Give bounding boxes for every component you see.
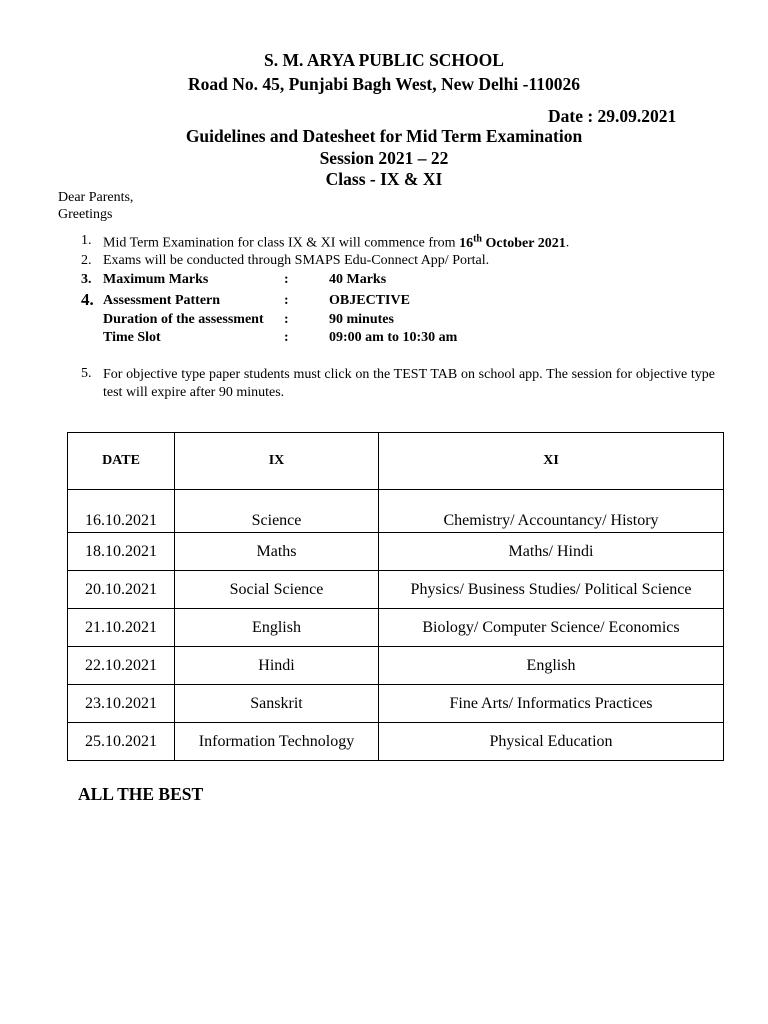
time-slot-colon: :	[284, 330, 289, 345]
table-row	[68, 490, 724, 533]
row-ix-subject: Maths	[175, 533, 379, 571]
point-4-value: OBJECTIVE	[329, 293, 410, 308]
point-1-text-after: .	[565, 235, 570, 251]
table-row	[68, 685, 724, 723]
point-3-label: Maximum Marks	[103, 272, 209, 287]
row-ix-subject: Science	[175, 490, 379, 533]
point-4-label: Assessment Pattern	[103, 293, 221, 308]
row-ix-subject: Sanskrit	[175, 685, 379, 723]
row-xi-subject: Maths/ Hindi	[379, 533, 724, 571]
row-xi-subject: English	[379, 647, 724, 685]
duration-label: Duration of the assessment	[103, 312, 264, 327]
point-2-text: Exams will be conducted through SMAPS Edu-Connect App/ Portal.	[103, 253, 490, 268]
point-1-date-day: 16	[459, 235, 474, 251]
row-xi-subject: Fine Arts/ Informatics Practices	[379, 685, 724, 723]
table-row	[68, 609, 724, 647]
time-slot-value: 09:00 am to 10:30 am	[329, 330, 458, 345]
row-date: 22.10.2021	[68, 647, 175, 685]
table-row	[68, 571, 724, 609]
school-address: Road No. 45, Punjabi Bagh West, New Delhi -110026	[187, 74, 580, 94]
point-1-text-before: Mid Term Examination for class IX & XI will commence from	[103, 235, 460, 251]
table-header-row	[68, 433, 724, 490]
point-4-number: 4.	[81, 290, 94, 309]
duration-colon: :	[284, 312, 289, 327]
point-1-text	[103, 233, 569, 252]
time-slot-label: Time Slot	[103, 330, 161, 345]
point-4-colon: :	[284, 293, 289, 308]
point-5-number: 5.	[81, 366, 92, 381]
table-row	[68, 647, 724, 685]
closing-message: ALL THE BEST	[78, 784, 204, 804]
point-3-number: 3.	[81, 272, 92, 287]
point-2-number: 2.	[81, 253, 92, 268]
row-xi-subject: Biology/ Computer Science/ Economics	[379, 609, 724, 647]
class-line: Class - IX & XI	[325, 169, 443, 189]
row-xi-subject: Chemistry/ Accountancy/ History	[379, 490, 724, 533]
salutation: Dear Parents,	[58, 190, 134, 205]
row-date: 23.10.2021	[68, 685, 175, 723]
duration-value: 90 minutes	[329, 312, 394, 327]
row-date: 18.10.2021	[68, 533, 175, 571]
row-ix-subject: English	[175, 609, 379, 647]
document-date: Date : 29.09.2021	[548, 106, 677, 126]
session-line: Session 2021 – 22	[319, 148, 449, 168]
row-date: 20.10.2021	[68, 571, 175, 609]
header-ix: IX	[175, 433, 379, 490]
row-ix-subject: Social Science	[175, 571, 379, 609]
point-1-date-sup: th	[473, 233, 482, 244]
table-row	[68, 723, 724, 761]
row-ix-subject: Information Technology	[175, 723, 379, 761]
header-xi: XI	[379, 433, 724, 490]
row-date: 25.10.2021	[68, 723, 175, 761]
point-1-date	[459, 233, 566, 251]
datesheet-table	[67, 432, 724, 761]
point-1-date-rest: October 2021	[481, 235, 566, 251]
row-date: 21.10.2021	[68, 609, 175, 647]
point-1-number: 1.	[81, 233, 92, 248]
row-xi-subject: Physical Education	[379, 723, 724, 761]
point-3-value: 40 Marks	[329, 272, 387, 287]
point-3-colon: :	[284, 272, 289, 287]
document-title: Guidelines and Datesheet for Mid Term Examination	[185, 126, 583, 146]
school-name: S. M. ARYA PUBLIC SCHOOL	[264, 50, 504, 70]
row-date: 16.10.2021	[68, 490, 175, 533]
header-date: DATE	[68, 433, 175, 490]
table-row	[68, 533, 724, 571]
row-ix-subject: Hindi	[175, 647, 379, 685]
row-xi-subject: Physics/ Business Studies/ Political Science	[379, 571, 724, 609]
point-5-text: For objective type paper students must click on the TEST TAB on school app. The session for objective type test will expire after 90 minutes.	[103, 367, 715, 400]
greeting: Greetings	[58, 207, 113, 222]
